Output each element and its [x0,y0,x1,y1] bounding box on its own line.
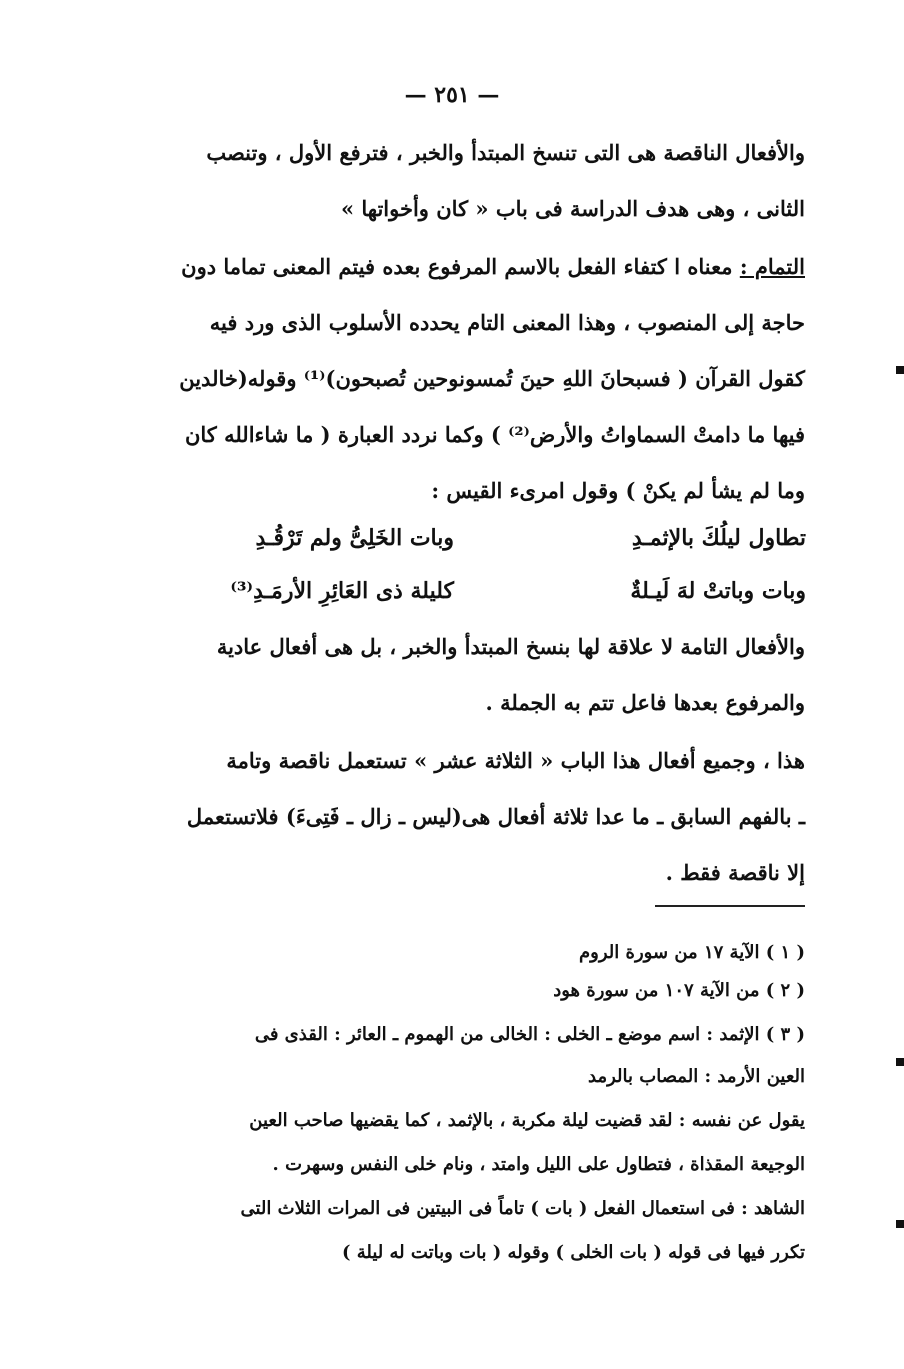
text-line: هذا ، وجميع أفعال هذا الباب « الثلاثة عشر » تستعمل ناقصة وتامة [226,748,805,773]
footnote-2: ( ٢ ) من الآية ١٠٧ من سورة هود [553,980,805,1001]
footnote-1: ( ١ ) الآية ١٧ من سورة الروم [579,942,805,963]
text-line: وما لم يشأ لم يكنْ ) وقول امرىء القيس : [431,478,805,503]
text-line: حاجة إلى المنصوب ، وهذا المعنى التام يحدده الأسلوب الذى ورد فيه [209,310,805,335]
text-line: ـ بالفهم السابق ـ ما عدا ثلاثة أفعال هى(ليس ـ زال ـ فَتِىءَ) فلاتستعمل [186,804,805,829]
footnote-3: ( ٣ ) الإثمد : اسم موضع ـ الخلى : الخالى من الهموم ـ العائر : القذى فى [254,1024,805,1045]
scan-mark [896,366,904,374]
text-line: فيها ما دامتْ السماواتُ والأرض⁽²⁾ ) وكما نردد العبارة ( ما شاءالله كان [184,422,805,447]
footnote-separator [655,905,805,907]
verse-line2-second-hemistich: كليلة ذى العَائِرِ الأرمَـدِ⁽³⁾ [230,578,454,604]
footnote-3-cont: العين الأرمد : المصاب بالرمد [588,1066,805,1087]
verse-line2-first-hemistich: وبات وباتتْ لهَ لَيـلةٌ [630,578,806,604]
footnote-3-evidence: الشاهد : فى استعمال الفعل ( بات ) تاماً فى البيتين فى المرات الثلاث التى [240,1198,805,1219]
scan-mark [896,1058,904,1066]
verse-line1-first-hemistich: تطاول ليلُكَ بالإثمـدِ [631,525,806,551]
text-line: والأفعال الناقصة هى التى تنسخ المبتدأ والخبر ، فترفع الأول ، وتنصب [206,140,805,165]
text-line: إلا ناقصة فقط . [665,860,805,885]
text-line: كقول القرآن ( فسبحانَ اللهِ حينَ تُمسونوحين تُصبحون)⁽¹⁾ وقوله(خالدين [179,366,805,391]
page-number: — ٢٥١ — [404,82,500,108]
text-line: الثانى ، وهى هدف الدراسة فى باب « كان وأخواتها » [340,196,805,221]
footnote-3-evidence-cont: تكرر فيها فى قوله ( بات الخلى ) وقوله ( بات وباتت له ليلة ) [341,1242,805,1263]
text-line: والمرفوع بعدها فاعل تتم به الجملة . [485,690,805,715]
text-line [181,254,805,279]
scan-mark [896,1220,904,1228]
footnote-3-meaning: يقول عن نفسه : لقد قضيت ليلة مكربة ، بالإثمد ، كما يقضيها صاحب العين [249,1110,805,1131]
term-tamam: التمام : [739,254,805,279]
tamam-definition: معناه ا كتفاء الفعل بالاسم المرفوع بعده فيتم المعنى تماما دون [181,254,733,279]
footnote-3-meaning-cont: الوجيعة المقذاة ، فتطاول على الليل وامتد ، ونام خلى النفس وسهرت . [272,1154,805,1175]
text-line: والأفعال التامة لا علاقة لها بنسخ المبتدأ والخبر ، بل هى أفعال عادية [216,634,805,659]
verse-line1-second-hemistich: وبات الخَلِىُّ ولم تَرْقُـدِ [255,525,454,551]
